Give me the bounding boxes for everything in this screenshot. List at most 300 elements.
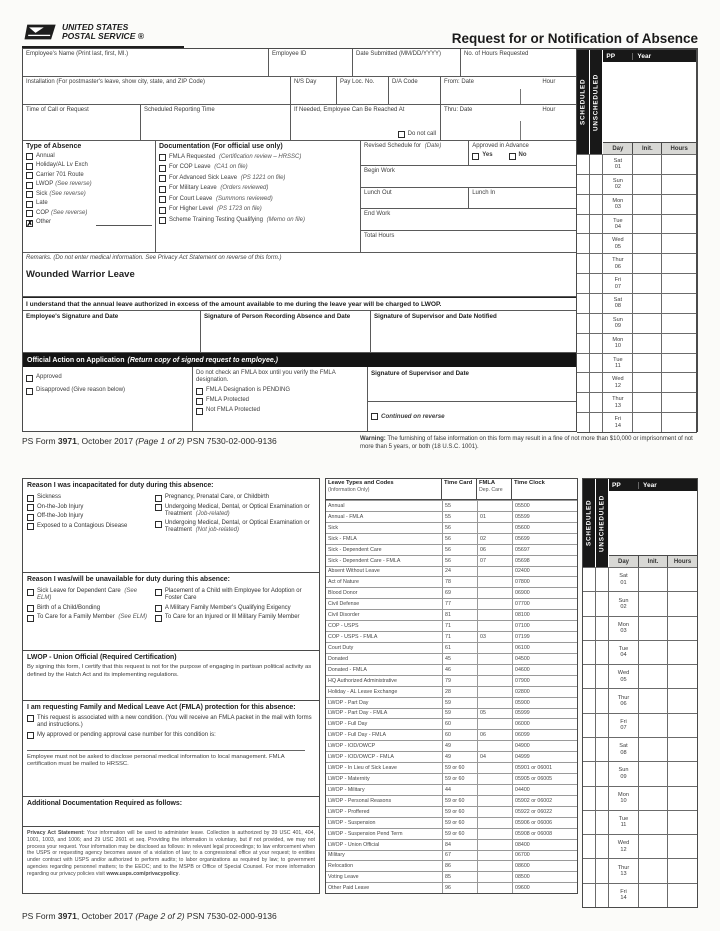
hours-cell[interactable] — [668, 617, 697, 640]
init-cell[interactable] — [639, 762, 668, 785]
unscheduled-cell[interactable] — [596, 617, 609, 640]
checkbox[interactable] — [26, 153, 33, 160]
init-cell[interactable] — [639, 665, 668, 688]
date-submitted-field[interactable]: Date Submitted (MM/DD/YYYY) — [353, 49, 461, 76]
init-cell[interactable] — [639, 641, 668, 664]
checkbox[interactable] — [196, 388, 203, 395]
init-cell[interactable] — [639, 714, 668, 737]
hours-cell[interactable] — [668, 859, 697, 882]
hours-cell[interactable] — [668, 811, 697, 834]
hours-cell[interactable] — [662, 413, 696, 432]
absence-type-option[interactable]: Sick (See reverse) — [26, 191, 152, 198]
leave-type-row: Sick - Dependent Care 56 06 05697 — [326, 544, 577, 555]
thru-date-field[interactable]: Thru: Date Hour — [441, 105, 576, 140]
day-init-hours-header: Day Init. Hours — [609, 555, 697, 567]
disapproved-option[interactable]: Disapproved (Give reason below) — [26, 387, 189, 394]
day-label: Mon 03 — [609, 617, 639, 640]
day-row — [577, 154, 696, 174]
day-label: Thur 06 — [609, 689, 639, 712]
init-cell[interactable] — [639, 811, 668, 834]
no-checkbox[interactable] — [509, 153, 516, 160]
ns-day-field[interactable]: N/S Day — [291, 77, 337, 104]
day-label: Tue 04 — [603, 215, 633, 234]
hours-cell[interactable] — [668, 592, 697, 615]
incapacitated-option[interactable]: Off-the-Job Injury — [27, 513, 151, 520]
installation-field[interactable]: Installation (For postmaster's leave, show city, state, and ZIP Code) — [23, 77, 291, 104]
documentation-option[interactable]: For Advanced Sick Leave (PS 1221 on file) — [159, 175, 357, 182]
leave-type-row: HQ Authorized Administrative 79 07900 — [326, 675, 577, 686]
leave-type-row: Voting Leave 85 08500 — [326, 871, 577, 882]
lunch-in-field[interactable]: Lunch In — [472, 189, 496, 196]
scheduled-cell[interactable] — [577, 314, 590, 333]
day-row — [577, 273, 696, 293]
day-label: Sun 02 — [609, 592, 639, 615]
checkbox[interactable] — [26, 182, 33, 189]
unscheduled-cell[interactable] — [590, 334, 603, 353]
scheduled-cell[interactable] — [577, 354, 590, 373]
unscheduled-cell[interactable] — [590, 314, 603, 333]
absence-type-option[interactable]: Late — [26, 200, 152, 207]
day-row — [577, 174, 696, 194]
absence-type-option[interactable]: Annual — [26, 153, 152, 160]
init-cell[interactable] — [639, 568, 668, 591]
hours-cell[interactable] — [668, 787, 697, 810]
end-work-field[interactable]: End Work — [364, 211, 391, 218]
scheduled-reporting-field[interactable]: Scheduled Reporting Time — [141, 105, 291, 140]
unscheduled-cell[interactable] — [590, 175, 603, 194]
scheduled-cell[interactable] — [583, 714, 596, 737]
approved-yes-option[interactable]: Yes — [472, 152, 492, 159]
init-cell[interactable] — [639, 592, 668, 615]
scheduled-cell[interactable] — [577, 155, 590, 174]
additional-documentation-section[interactable]: Additional Documentation Required as follows: — [23, 797, 319, 827]
hours-cell[interactable] — [662, 215, 696, 234]
fmla-designation-option[interactable]: FMLA Designation is PENDING — [196, 387, 364, 394]
checkbox[interactable] — [27, 732, 34, 739]
scheduled-cell[interactable] — [577, 215, 590, 234]
day-label: Sat 01 — [609, 568, 639, 591]
checkbox[interactable] — [27, 514, 34, 521]
pp-year-entry-box[interactable] — [603, 62, 696, 142]
init-cell[interactable] — [633, 373, 662, 392]
scheduled-cell[interactable] — [583, 568, 596, 591]
day-row — [583, 858, 697, 882]
day-row — [583, 688, 697, 712]
day-row — [577, 194, 696, 214]
init-cell[interactable] — [633, 254, 662, 273]
init-cell[interactable] — [633, 175, 662, 194]
unscheduled-cell[interactable] — [590, 195, 603, 214]
hours-cell[interactable] — [668, 714, 697, 737]
day-row — [583, 786, 697, 810]
employee-name-field[interactable]: Employee's Name (Print last, first, MI.) — [23, 49, 269, 76]
day-label: Thur 06 — [603, 254, 633, 273]
incapacitated-option[interactable]: Exposed to a Contagious Disease — [27, 523, 151, 530]
day-row — [577, 392, 696, 412]
documentation-option[interactable]: FMLA Requested (Certification review – HRSSC) — [159, 154, 357, 161]
hours-cell[interactable] — [662, 393, 696, 412]
day-label: Mon 10 — [603, 334, 633, 353]
scheduled-column-label: SCHEDULED — [577, 50, 590, 154]
documentation-option[interactable]: For COP Leave (CA1 on file) — [159, 164, 357, 171]
scheduled-cell[interactable] — [583, 859, 596, 882]
total-hours-field[interactable]: Total Hours — [364, 233, 395, 240]
scheduled-cell[interactable] — [577, 373, 590, 392]
scheduled-cell[interactable] — [577, 175, 590, 194]
hours-cell[interactable] — [662, 354, 696, 373]
checkbox[interactable] — [26, 210, 33, 217]
scheduled-cell[interactable] — [577, 195, 590, 214]
checkbox[interactable] — [159, 186, 166, 193]
day-row — [577, 333, 696, 353]
hours-cell[interactable] — [662, 294, 696, 313]
page2-left-column — [22, 478, 320, 894]
fmla-request-option[interactable]: This request is associated with a new condition. (You will receive an FMLA packet in the mail with forms and instructions.) — [27, 715, 315, 729]
day-label: Fri 14 — [603, 413, 633, 432]
case-number-line[interactable] — [27, 742, 305, 751]
checkbox[interactable] — [155, 521, 162, 528]
scheduled-cell[interactable] — [583, 762, 596, 785]
day-label: Fri 07 — [603, 274, 633, 293]
init-cell[interactable] — [639, 787, 668, 810]
incapacitated-option[interactable]: On-the-Job Injury — [27, 504, 151, 511]
scheduled-column-label: SCHEDULED — [583, 479, 596, 567]
unscheduled-cell[interactable] — [590, 215, 603, 234]
hours-cell[interactable] — [668, 738, 697, 761]
hours-cell[interactable] — [668, 568, 697, 591]
unscheduled-cell[interactable] — [596, 762, 609, 785]
hours-cell[interactable] — [668, 884, 697, 907]
unavailable-option[interactable]: To Care for a Family Member (See ELM) — [27, 614, 151, 621]
continued-on-reverse-option[interactable]: Continued on reverse — [368, 402, 576, 431]
other-fill-line[interactable] — [96, 219, 153, 226]
init-cell[interactable] — [639, 835, 668, 858]
day-label: Tue 04 — [609, 641, 639, 664]
checkbox[interactable] — [155, 605, 162, 612]
documentation-option[interactable]: For Higher Level (PS 1723 on file) — [159, 206, 357, 213]
day-grid-page1 — [577, 49, 697, 433]
documentation-option[interactable]: For Military Leave (Orders reviewed) — [159, 185, 357, 192]
checkbox[interactable] — [155, 615, 162, 622]
revised-schedule-date-field[interactable]: Revised Schedule for (Date) — [361, 141, 469, 165]
day-row — [583, 883, 697, 907]
init-cell[interactable] — [639, 884, 668, 907]
hours-cell[interactable] — [662, 254, 696, 273]
day-row — [583, 761, 697, 785]
form-page-2 — [22, 478, 698, 921]
lunch-out-field[interactable]: Lunch Out — [361, 188, 469, 209]
reached-at-field[interactable]: If Needed, Employee Can Be Reached At Do not call — [291, 105, 441, 140]
day-grid-page2 — [582, 478, 698, 908]
unscheduled-cell[interactable] — [596, 835, 609, 858]
unscheduled-cell[interactable] — [596, 787, 609, 810]
usps-logo-text: UNITED STATES POSTAL SERVICE ® — [62, 21, 144, 41]
checkbox[interactable] — [27, 605, 34, 612]
unavailable-option[interactable]: To Care for an Injured or Ill Military Family Member — [155, 614, 315, 621]
scheduled-cell[interactable] — [583, 665, 596, 688]
unscheduled-cell[interactable] — [596, 665, 609, 688]
fmla-request-option[interactable]: My approved or pending approval case number for this condition is: — [27, 732, 315, 739]
scheduled-cell[interactable] — [583, 835, 596, 858]
init-cell[interactable] — [633, 354, 662, 373]
incapacitated-section: Reason I was incapacitated for duty during this absence: Sickness On-the-Job Injury Off-the-Job Injury Exposed to a Contagious Disease Pregnancy, Prenatal Care, or Childbirth Undergoing Medical, Dental, or Optical Examination or Treatment (Job-related) Undergoing Medical, Dental, or Optical Examination or Treatment (Not job-related) — [23, 479, 319, 573]
unscheduled-cell[interactable] — [590, 274, 603, 293]
scheduled-cell[interactable] — [577, 294, 590, 313]
checkbox[interactable] — [155, 495, 162, 502]
leave-type-row: Civil Disorder 81 08100 — [326, 609, 577, 620]
scheduled-cell[interactable] — [583, 617, 596, 640]
employee-id-field[interactable]: Employee ID — [269, 49, 353, 76]
unscheduled-column-label: UNSCHEDULED — [590, 50, 603, 154]
day-row — [577, 353, 696, 373]
day-label: Fri 07 — [609, 714, 639, 737]
continued-checkbox[interactable] — [371, 413, 378, 420]
do-not-call-option[interactable]: Do not call — [398, 130, 436, 137]
day-row — [583, 810, 697, 834]
unscheduled-cell[interactable] — [596, 811, 609, 834]
day-row — [577, 233, 696, 253]
init-cell[interactable] — [633, 215, 662, 234]
scheduled-cell[interactable] — [577, 413, 590, 432]
day-label: Sat 01 — [603, 155, 633, 174]
do-not-call-checkbox[interactable] — [398, 131, 405, 138]
day-label: Fri 14 — [609, 884, 639, 907]
leave-type-row: LWOP - Proffered 59 or 60 05922 or 06022 — [326, 806, 577, 817]
disapproved-checkbox[interactable] — [26, 388, 33, 395]
leave-type-row: LWOP - Union Official 84 08400 — [326, 839, 577, 850]
scheduled-cell[interactable] — [583, 787, 596, 810]
recorder-signature-field[interactable]: Signature of Person Recording Absence and Date — [201, 311, 371, 352]
unscheduled-cell[interactable] — [596, 689, 609, 712]
checkbox[interactable] — [26, 172, 33, 179]
scheduled-cell[interactable] — [583, 592, 596, 615]
hours-cell[interactable] — [668, 689, 697, 712]
fmla-designation-option[interactable]: FMLA Protected — [196, 397, 364, 404]
time-of-call-field[interactable]: Time of Call or Request — [23, 105, 141, 140]
init-cell[interactable] — [639, 617, 668, 640]
hours-cell[interactable] — [662, 314, 696, 333]
employee-signature-field[interactable]: Employee's Signature and Date — [23, 311, 201, 352]
checkbox[interactable] — [27, 589, 34, 596]
scheduled-cell[interactable] — [577, 393, 590, 412]
documentation-option[interactable]: Scheme Training Testing Qualifying (Memo on file) — [159, 217, 357, 224]
leave-type-row: Annual 55 05500 — [326, 500, 577, 511]
checkbox[interactable] — [196, 398, 203, 405]
unscheduled-cell[interactable] — [590, 254, 603, 273]
supervisor-date-signature-field[interactable]: Signature of Supervisor and Date — [368, 367, 576, 402]
leave-type-row: LWOP - IOD/OWCP 49 04900 — [326, 740, 577, 751]
leave-type-row: LWOP - Suspension 59 or 60 05906 or 06006 — [326, 817, 577, 828]
fmla-designation-options: Do not check an FMLA box until you verify the FMLA designation. FMLA Designation is PENDING FMLA Protected Not FMLA Protected — [193, 367, 368, 431]
checkbox[interactable] — [159, 175, 166, 182]
day-row — [583, 664, 697, 688]
checkbox[interactable] — [27, 615, 34, 622]
leave-type-row: Absent Without Leave 24 02400 — [326, 566, 577, 577]
leave-type-row: Blood Donor 69 06900 — [326, 587, 577, 598]
begin-work-field[interactable]: Begin Work — [364, 167, 395, 174]
incapacitated-option[interactable]: Undergoing Medical, Dental, or Optical Examination or Treatment (Job-related) — [155, 504, 315, 518]
checkbox[interactable] — [27, 495, 34, 502]
hours-cell[interactable] — [662, 155, 696, 174]
init-cell[interactable] — [633, 195, 662, 214]
init-cell[interactable] — [633, 334, 662, 353]
unscheduled-cell[interactable] — [590, 234, 603, 253]
hours-cell[interactable] — [662, 373, 696, 392]
checkbox[interactable] — [26, 191, 33, 198]
scheduled-cell[interactable] — [577, 274, 590, 293]
unavailable-option[interactable]: Placement of a Child with Employee for Adoption or Foster Care — [155, 588, 315, 602]
hours-cell[interactable] — [662, 175, 696, 194]
unscheduled-cell[interactable] — [590, 413, 603, 432]
checkbox[interactable] — [27, 504, 34, 511]
init-cell[interactable] — [639, 859, 668, 882]
checkbox[interactable] — [159, 207, 166, 214]
incapacitated-option[interactable]: Undergoing Medical, Dental, or Optical Examination or Treatment (Not job-related) — [155, 520, 315, 534]
unavailable-option[interactable]: A Military Family Member's Qualifying Exigency — [155, 605, 315, 612]
remarks-field[interactable]: Remarks. (Do not enter medical information. See Privacy Act Statement on reverse of this form.) Wounded Warrior Leave — [23, 253, 576, 297]
remarks-entry: Wounded Warrior Leave — [26, 269, 135, 280]
absence-type-option[interactable]: Holiday/AL Lv Exch — [26, 162, 152, 169]
init-cell[interactable] — [639, 738, 668, 761]
leave-type-row: Holiday - AL Leave Exchange 28 02800 — [326, 686, 577, 697]
day-row — [583, 640, 697, 664]
checkbox[interactable] — [26, 163, 33, 170]
day-label: Thur 13 — [609, 859, 639, 882]
checkbox[interactable] — [159, 154, 166, 161]
unscheduled-cell[interactable] — [590, 294, 603, 313]
checkbox[interactable] — [27, 715, 34, 722]
checkbox[interactable] — [155, 504, 162, 511]
checkbox[interactable] — [159, 165, 166, 172]
init-cell[interactable] — [633, 294, 662, 313]
yes-checkbox[interactable] — [472, 153, 479, 160]
day-label: Sat 08 — [609, 738, 639, 761]
unavailable-option[interactable]: Birth of a Child/Bonding — [27, 605, 151, 612]
checkbox[interactable] — [159, 217, 166, 224]
scheduled-cell[interactable] — [583, 689, 596, 712]
unscheduled-cell[interactable] — [596, 884, 609, 907]
pay-loc-field[interactable]: Pay Loc. No. — [337, 77, 389, 104]
init-cell[interactable] — [633, 413, 662, 432]
init-cell[interactable] — [633, 393, 662, 412]
day-label: Mon 10 — [609, 787, 639, 810]
scheduled-cell[interactable] — [577, 234, 590, 253]
scheduled-cell[interactable] — [583, 811, 596, 834]
day-row — [583, 713, 697, 737]
unscheduled-cell[interactable] — [596, 592, 609, 615]
incapacitated-option[interactable]: Pregnancy, Prenatal Care, or Childbirth — [155, 494, 315, 501]
checkbox[interactable] — [27, 523, 34, 530]
unavailable-option[interactable]: Sick Leave for Dependent Care (See ELM) — [27, 588, 151, 602]
approved-option[interactable]: Approved — [26, 374, 189, 381]
da-code-field[interactable]: D/A Code — [389, 77, 441, 104]
day-rows-page1 — [577, 154, 696, 432]
leave-type-row: Donated - FMLA 46 04600 — [326, 664, 577, 675]
absence-type-option[interactable]: LWOP (See reverse) — [26, 181, 152, 188]
approved-no-option[interactable]: No — [509, 152, 527, 159]
page1-header — [22, 12, 698, 48]
hours-cell[interactable] — [668, 835, 697, 858]
unscheduled-cell[interactable] — [596, 738, 609, 761]
init-cell[interactable] — [633, 155, 662, 174]
init-cell[interactable] — [633, 234, 662, 253]
leave-type-row: LWOP - In Lieu of Sick Leave 59 or 60 05901 or 06001 — [326, 762, 577, 773]
day-row — [577, 313, 696, 333]
leave-type-row: Donated 45 04500 — [326, 653, 577, 664]
unscheduled-cell[interactable] — [596, 568, 609, 591]
fmla-designation-option[interactable]: Not FMLA Protected — [196, 407, 364, 414]
checkbox[interactable] — [155, 589, 162, 596]
hours-cell[interactable] — [662, 234, 696, 253]
pp-year-entry-box[interactable] — [609, 491, 697, 555]
day-label: Sun 09 — [609, 762, 639, 785]
hours-requested-field[interactable]: No. of Hours Requested — [464, 51, 529, 57]
absence-type-option[interactable]: ✗ Other — [26, 219, 152, 226]
hours-cell[interactable] — [668, 762, 697, 785]
approval-options — [23, 367, 193, 431]
day-label: Sat 08 — [603, 294, 633, 313]
unscheduled-cell[interactable] — [596, 641, 609, 664]
approved-checkbox[interactable] — [26, 375, 33, 382]
checkbox[interactable] — [159, 196, 166, 203]
day-row — [577, 293, 696, 313]
supervisor-signature-field[interactable]: Signature of Supervisor and Date Notified — [374, 313, 497, 320]
scheduled-cell[interactable] — [583, 641, 596, 664]
init-cell[interactable] — [639, 689, 668, 712]
day-row — [577, 253, 696, 273]
day-label: Thur 13 — [603, 393, 633, 412]
page2-form-id: PS Form 3971, October 2017 (Page 2 of 2) PSN 7530-02-000-9136 — [22, 911, 277, 921]
leave-types-table: Leave Types and Codes (Information Only) Time Card FMLA Dep. Care Time Clock Annual 55 05500 Annual - FMLA 55 01 05599 Sick 56 05600 Sick - FMLA 56 02 05699 Sick - Dependent Care 56 06 05697 Sick - Dependent Care - FMLA 56 07 05698 Absent Without Leave 24 02400 Act of Nature 78 07800 Blood Donor 69 06900 Civil Defense 77 07700 Civil Disorder 81 08100 COP - USPS 71 07100 COP - USPS - FMLA 71 03 07199 Court Duty 61 06100 Donated 45 04500 Donated - FMLA 46 04600 HQ Authorized Administrative 79 07900 Holiday - AL Leave Exchange 28 02800 LWOP - Part Day 59 05900 LWOP - Part Day - FMLA 59 05 05999 LWOP - Full Day 60 06000 LWOP - Full Day - FMLA 60 06 06099 LWOP - IOD/OWCP 49 04900 LWOP - IOD/OWCP - FMLA 49 04 04999 LWOP - In Lieu of Sick Leave 59 or 60 05901 or 06001 LWOP - Maternity 59 or 60 05905 or 06005 LWOP - Military 44 04400 LWOP - Personal Reasons 59 or 60 05902 or 06002 LWOP - Proffered 59 or 60 05922 or 06022 LWOP - Suspension 59 or 60 05906 or 06006 LWOP - Suspension Pend Term 59 or 60 05908 or 06008 LWOP - Union Official 84 08400 Military 67 06700 Relocation 86 08600 Voting Leave 85 08500 Other Paid Leave 96 09600 — [325, 478, 578, 894]
unscheduled-cell[interactable] — [596, 714, 609, 737]
absence-type-option[interactable]: Carrier 701 Route — [26, 172, 152, 179]
init-cell[interactable] — [633, 314, 662, 333]
scheduled-cell[interactable] — [583, 884, 596, 907]
scheduled-cell[interactable] — [577, 254, 590, 273]
leave-type-row: LWOP - Full Day - FMLA 60 06 06099 — [326, 729, 577, 740]
hours-cell[interactable] — [668, 665, 697, 688]
fmla-request-section: I am requesting Family and Medical Leave Act (FMLA) protection for this absence: This request is associated with a new condition. (You will receive an FMLA packet in the mail with forms and instructions.) My approved or pending approval case number for this condition is: Employee must not be asked to disclose personal medical information to local management. FMLA certification must be mailed to HRSSC. — [23, 701, 319, 797]
day-label: Wed 05 — [603, 234, 633, 253]
leave-type-rows — [326, 500, 577, 893]
unscheduled-cell[interactable] — [590, 155, 603, 174]
hours-cell[interactable] — [668, 641, 697, 664]
documentation-option[interactable]: For Court Leave (Summons reviewed) — [159, 196, 357, 203]
day-row — [583, 834, 697, 858]
init-cell[interactable] — [633, 274, 662, 293]
day-label: Wed 12 — [603, 373, 633, 392]
checkbox[interactable] — [196, 408, 203, 415]
hours-cell[interactable] — [662, 274, 696, 293]
scheduled-cell[interactable] — [577, 334, 590, 353]
lwop-union-section: LWOP - Union Official (Required Certification) By signing this form, I certify that this request is not for the purpose of engaging in partisan political activity as defined by the Hatch Act and its implementing regulations. — [23, 651, 319, 701]
leave-type-row: COP - USPS 71 07100 — [326, 620, 577, 631]
unscheduled-cell[interactable] — [590, 354, 603, 373]
absence-type-option[interactable]: COP (See reverse) — [26, 210, 152, 217]
checkbox[interactable] — [26, 220, 33, 227]
day-row — [577, 214, 696, 234]
leave-type-row: LWOP - Maternity 59 or 60 05905 or 06005 — [326, 773, 577, 784]
hours-cell[interactable] — [662, 195, 696, 214]
incapacitated-option[interactable]: Sickness — [27, 494, 151, 501]
from-date-field[interactable]: From: Date Hour — [441, 77, 576, 104]
checkbox[interactable] — [26, 201, 33, 208]
unscheduled-cell[interactable] — [590, 373, 603, 392]
hours-cell[interactable] — [662, 334, 696, 353]
unscheduled-cell[interactable] — [596, 859, 609, 882]
unscheduled-cell[interactable] — [590, 393, 603, 412]
scheduled-cell[interactable] — [583, 738, 596, 761]
